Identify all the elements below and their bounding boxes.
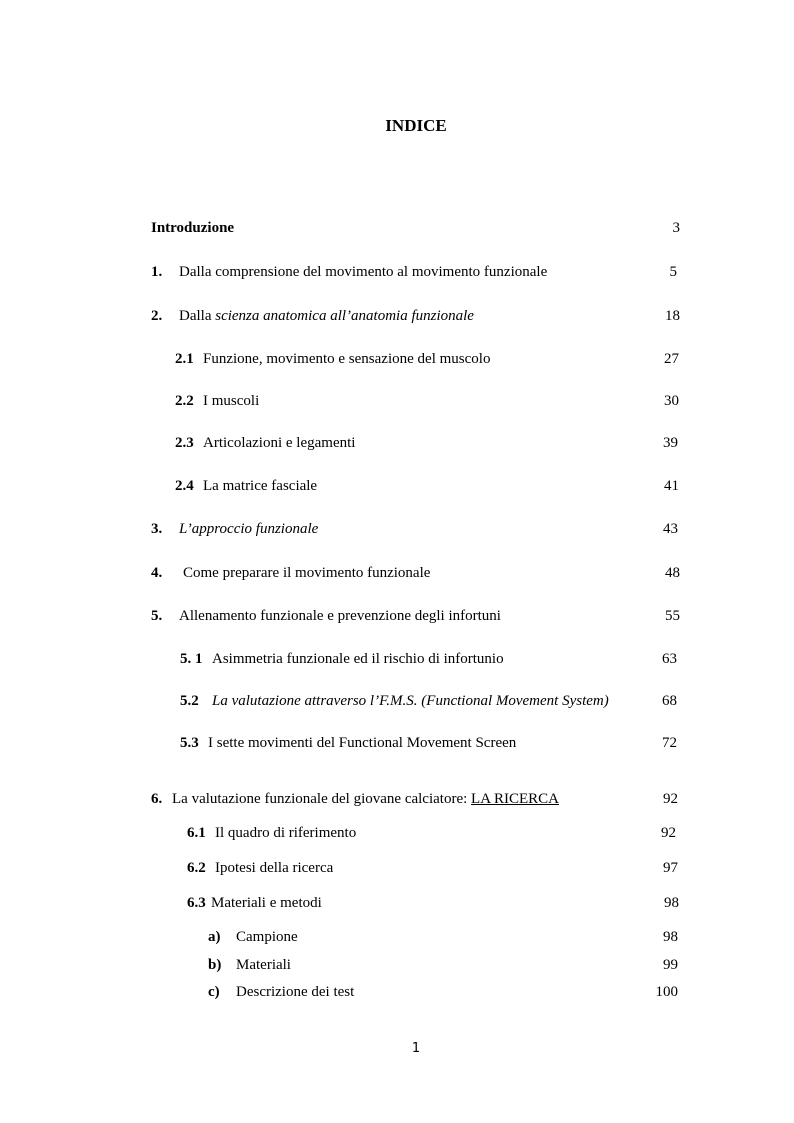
toc-entry-5-2[interactable]: [180, 692, 609, 710]
toc-number: 3.: [151, 521, 163, 537]
toc-label: Descrizione dei test: [236, 984, 355, 1000]
toc-letter: a): [208, 929, 221, 945]
toc-label: I muscoli: [203, 393, 260, 409]
toc-label: Campione: [236, 929, 298, 945]
toc-entry-1[interactable]: [151, 263, 547, 281]
toc-label: Come preparare il movimento funzionale: [183, 565, 431, 581]
toc-number: 2.2: [175, 393, 194, 409]
toc-page-6: 92: [663, 791, 678, 807]
toc-label: Funzione, movimento e sensazione del muscolo: [203, 351, 491, 367]
page-title: INDICE: [385, 116, 447, 135]
toc-label: Dalla comprensione del movimento al movimento funzionale: [179, 264, 548, 280]
toc-entry-introduzione[interactable]: Introduzione: [151, 220, 235, 236]
toc-page-2-2: 30: [664, 393, 679, 409]
toc-page-a: 98: [663, 929, 678, 945]
toc-number: 5.3: [180, 735, 199, 751]
toc-label: Allenamento funzionale e prevenzione degli infortuni: [179, 608, 501, 624]
toc-entry-5[interactable]: [151, 607, 501, 625]
toc-label: Ipotesi della ricerca: [215, 860, 334, 876]
toc-page-5-3: 72: [662, 735, 677, 751]
toc-page-2-4: 41: [664, 478, 679, 494]
toc-number: 2.3: [175, 435, 194, 451]
toc-label: La valutazione funzionale del giovane calciatore:: [172, 791, 472, 807]
toc-number: 6.3: [187, 895, 206, 911]
toc-entry-5-1[interactable]: [180, 650, 504, 668]
toc-page-5-1: 63: [662, 651, 677, 667]
toc-entry-3[interactable]: [151, 520, 318, 538]
toc-entry-b[interactable]: [208, 956, 291, 974]
toc-letter: c): [208, 984, 220, 1000]
toc-number: 1.: [151, 264, 163, 280]
toc-entry-4[interactable]: [151, 564, 430, 582]
toc-entry-a[interactable]: [208, 928, 298, 946]
toc-page-2-3: 39: [663, 435, 678, 451]
toc-page-6-3: 98: [664, 895, 679, 911]
toc-label-italic: scienza anatomica all’anatomia funzionale: [215, 308, 474, 324]
toc-entry-2-4[interactable]: [175, 477, 317, 495]
toc-entry-5-3[interactable]: [180, 734, 516, 752]
toc-page-1: 5: [669, 264, 677, 280]
toc-number: 5.2: [180, 693, 199, 709]
toc-page-c: 100: [655, 984, 678, 1000]
toc-label: Articolazioni e legamenti: [203, 435, 356, 451]
toc-label: L’approccio funzionale: [179, 521, 319, 537]
toc-entry-c[interactable]: [208, 983, 354, 1001]
toc-page-b: 99: [663, 957, 678, 973]
toc-entry-6-2[interactable]: [187, 859, 333, 877]
toc-letter: b): [208, 957, 222, 973]
toc-page-6-2: 97: [663, 860, 678, 876]
toc-entry-6-1[interactable]: [187, 824, 356, 842]
page-number: 1: [411, 1041, 421, 1056]
toc-label: Materiali e metodi: [211, 895, 322, 911]
toc-number: 2.4: [175, 478, 194, 494]
toc-number: 6.1: [187, 825, 206, 841]
toc-entry-2[interactable]: [151, 307, 474, 325]
toc-label: I sette movimenti del Functional Movement Screen: [208, 735, 517, 751]
toc-entry-6-3[interactable]: [187, 894, 322, 912]
toc-number: 6.: [151, 791, 163, 807]
toc-page-5: 55: [665, 608, 680, 624]
toc-number: 5. 1: [180, 651, 203, 667]
toc-page-6-1: 92: [661, 825, 676, 841]
toc-label: Il quadro di riferimento: [215, 825, 357, 841]
toc-page-5-2: 68: [662, 693, 677, 709]
toc-label: La valutazione attraverso l’F.M.S. (Functional Movement System): [212, 693, 609, 709]
toc-page-4: 48: [665, 565, 680, 581]
toc-number: 2.: [151, 308, 163, 324]
toc-page-3: 43: [663, 521, 678, 537]
toc-label: Asimmetria funzionale ed il rischio di infortunio: [212, 651, 504, 667]
toc-label: Dalla: [179, 308, 216, 324]
toc-entry-2-1[interactable]: [175, 350, 490, 368]
toc-entry-2-3[interactable]: [175, 434, 355, 452]
toc-page-2: 18: [665, 308, 680, 324]
toc-number: 4.: [151, 565, 163, 581]
toc-label: La matrice fasciale: [203, 478, 318, 494]
toc-entry-2-2[interactable]: [175, 392, 259, 410]
toc-page-introduzione: 3: [672, 220, 680, 236]
toc-number: 2.1: [175, 351, 194, 367]
toc-label-underlined: LA RICERCA: [471, 791, 559, 807]
toc-number: 6.2: [187, 860, 206, 876]
toc-entry-6[interactable]: [151, 790, 559, 808]
toc-label: Materiali: [236, 957, 291, 973]
toc-page-2-1: 27: [664, 351, 679, 367]
toc-number: 5.: [151, 608, 163, 624]
